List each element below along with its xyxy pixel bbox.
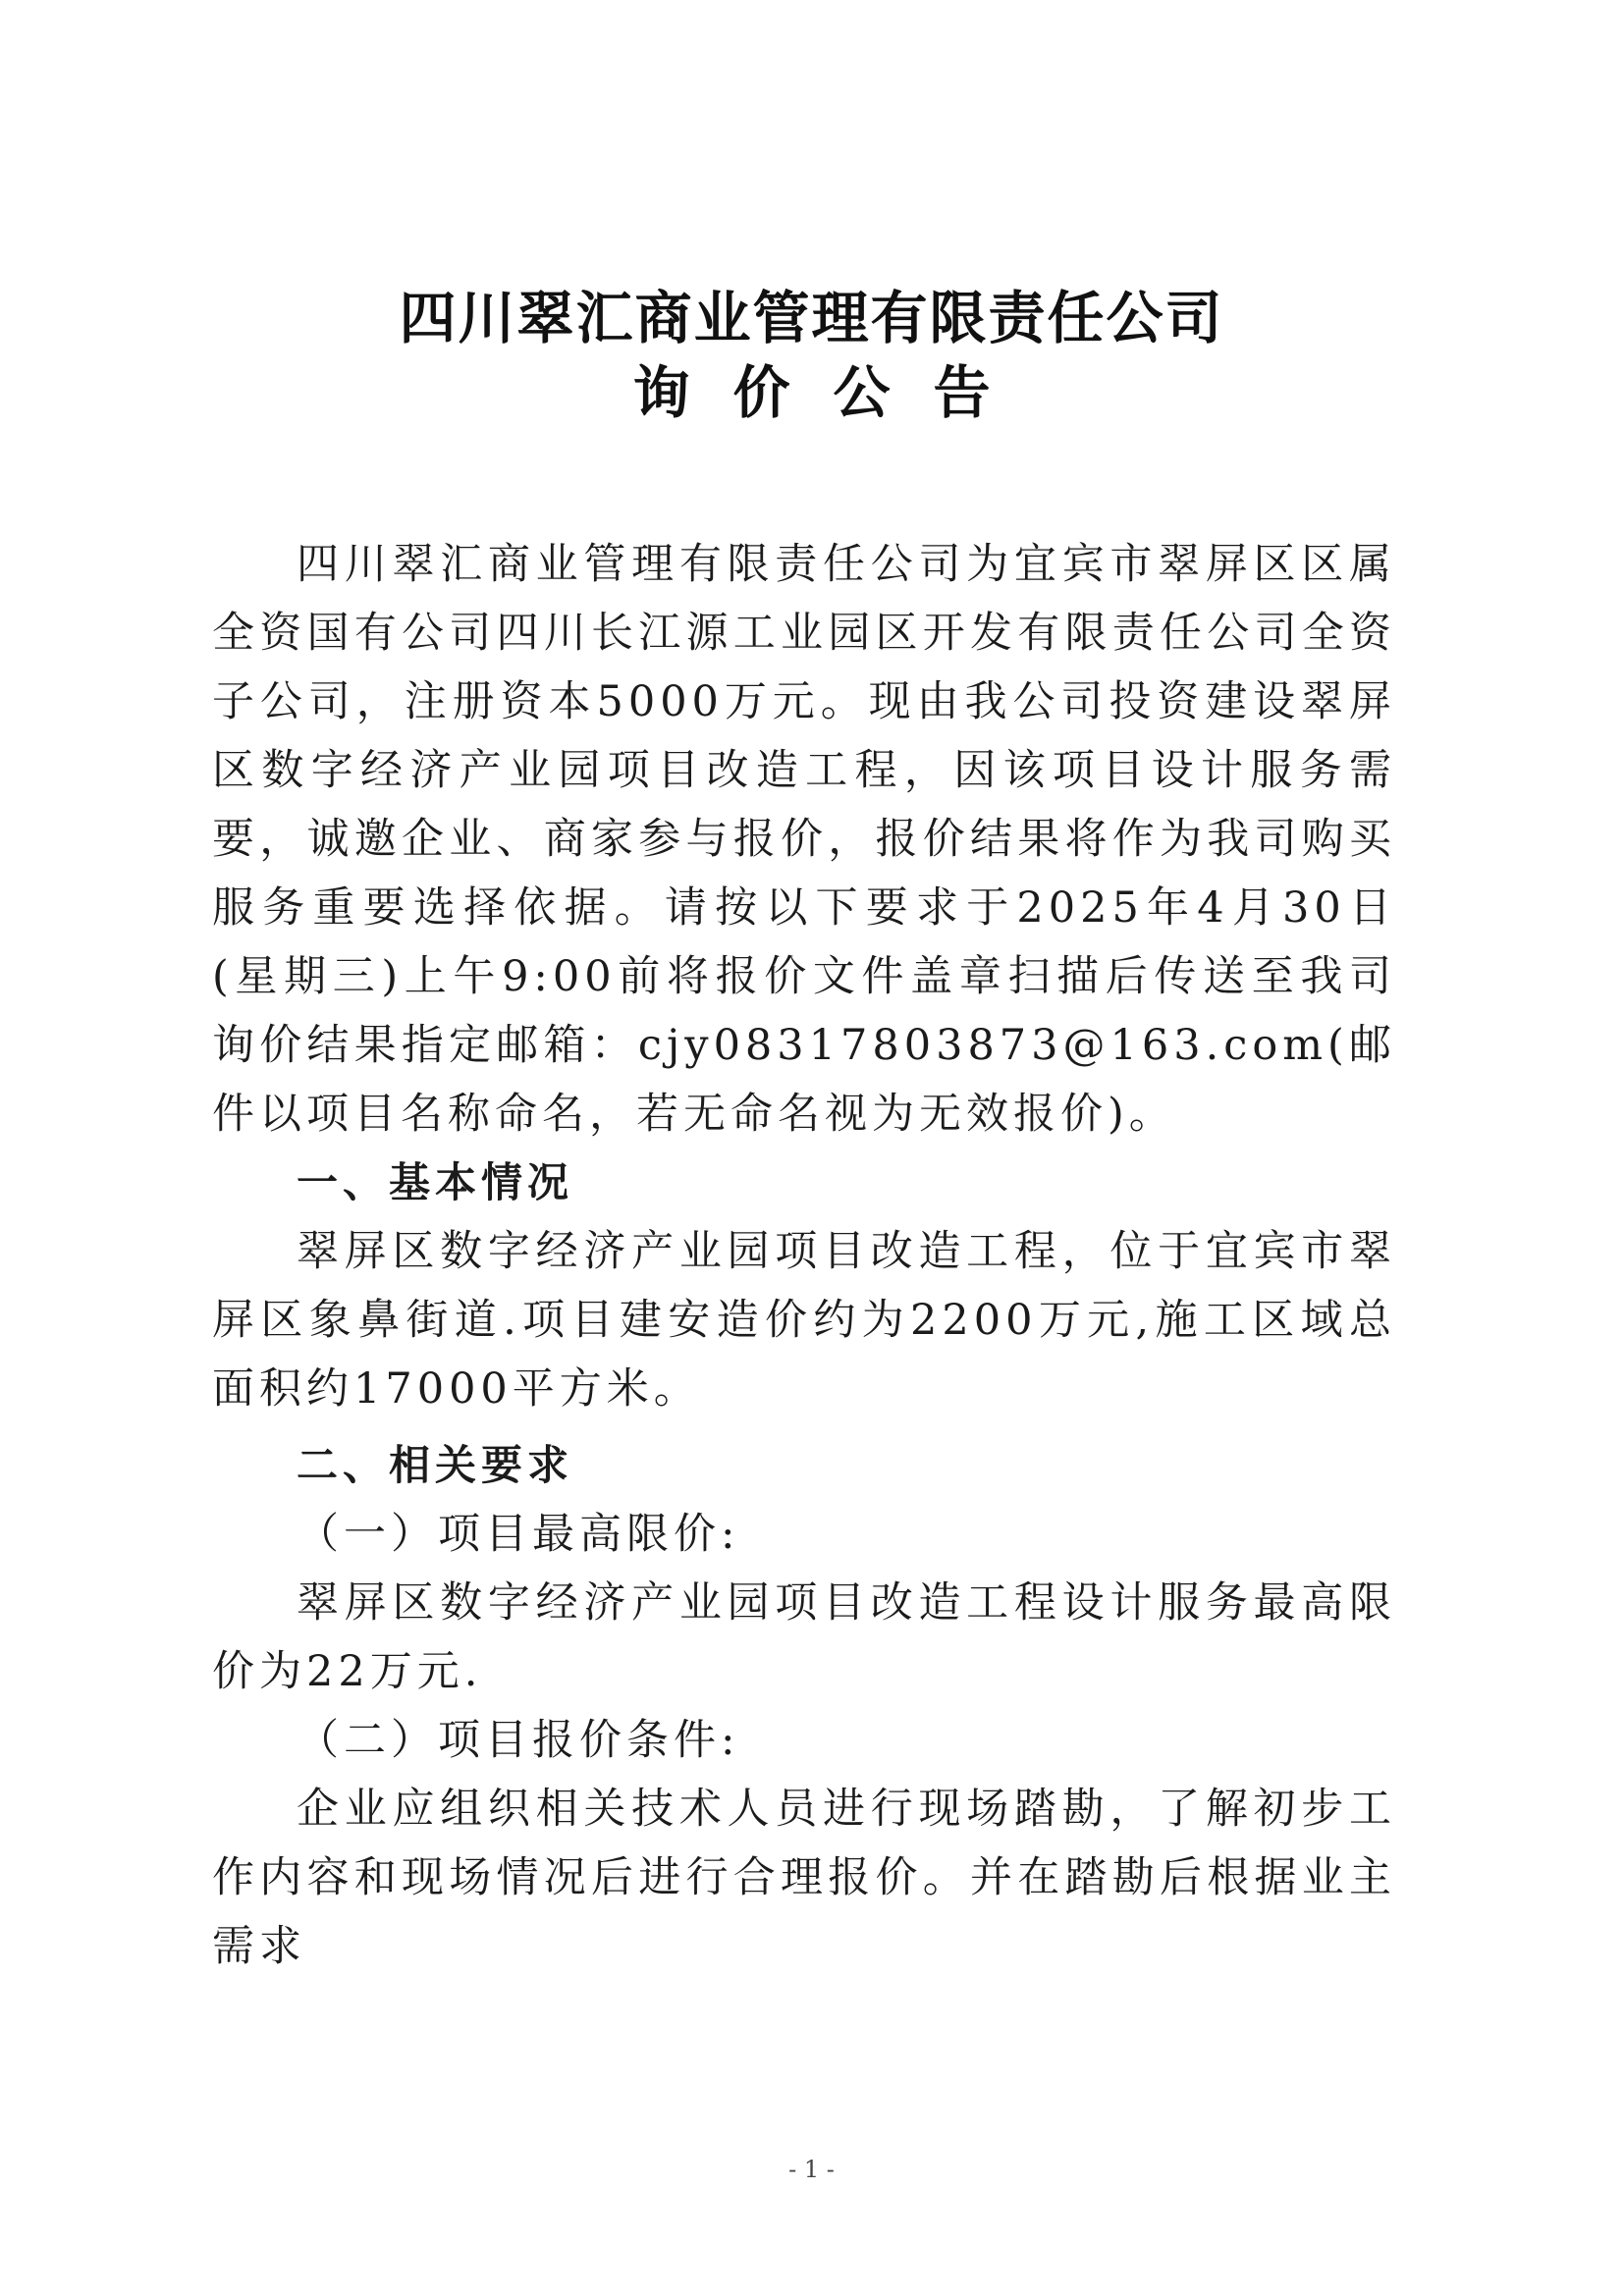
subsection-2-paragraph: 企业应组织相关技术人员进行现场踏勘，了解初步工作内容和现场情况后进行合理报价。并在踏勘后根据业主需求 [212,1785,1396,1971]
section-2-heading: 二、相关要求 [297,1441,574,1489]
subsection-1-paragraph: 翠屏区数字经济产业园项目改造工程设计服务最高限价为22万元. [212,1578,1396,1696]
document-title: 询价公告 [632,359,1034,426]
document-body [212,530,1396,1981]
section-1-heading: 一、基本情况 [297,1158,574,1206]
company-title: 四川翠汇商业管理有限责任公司 [399,285,1224,351]
section-1-paragraph: 翠屏区数字经济产业园项目改造工程，位于宜宾市翠屏区象鼻街道.项目建安造价约为2200万元,施工区域总面积约17000平方米。 [212,1227,1396,1414]
page-number: - 1 - [788,2156,835,2183]
intro-paragraph: 四川翠汇商业管理有限责任公司为宜宾市翠屏区区属全资国有公司四川长江源工业园区开发有限责任公司全资子公司，注册资本5000万元。现由我公司投资建设翠屏区数字经济产业园项目改造工程，因该项目设计服务需要，诚邀企业、商家参与报价，报价结果将作为我司购买服务重要选择依据。请按以下要求于2025年4月30日(星期三)上午9:00前将报价文件盖章扫描后传送至我司询价结果指定邮箱：cjy08317803873@163.com(邮件以项目名称命名，若无命名视为无效报价)。 [212,540,1396,1139]
subsection-2-heading: （二）项目报价条件: [297,1716,740,1765]
subsection-1-heading: （一）项目最高限价: [297,1510,740,1559]
